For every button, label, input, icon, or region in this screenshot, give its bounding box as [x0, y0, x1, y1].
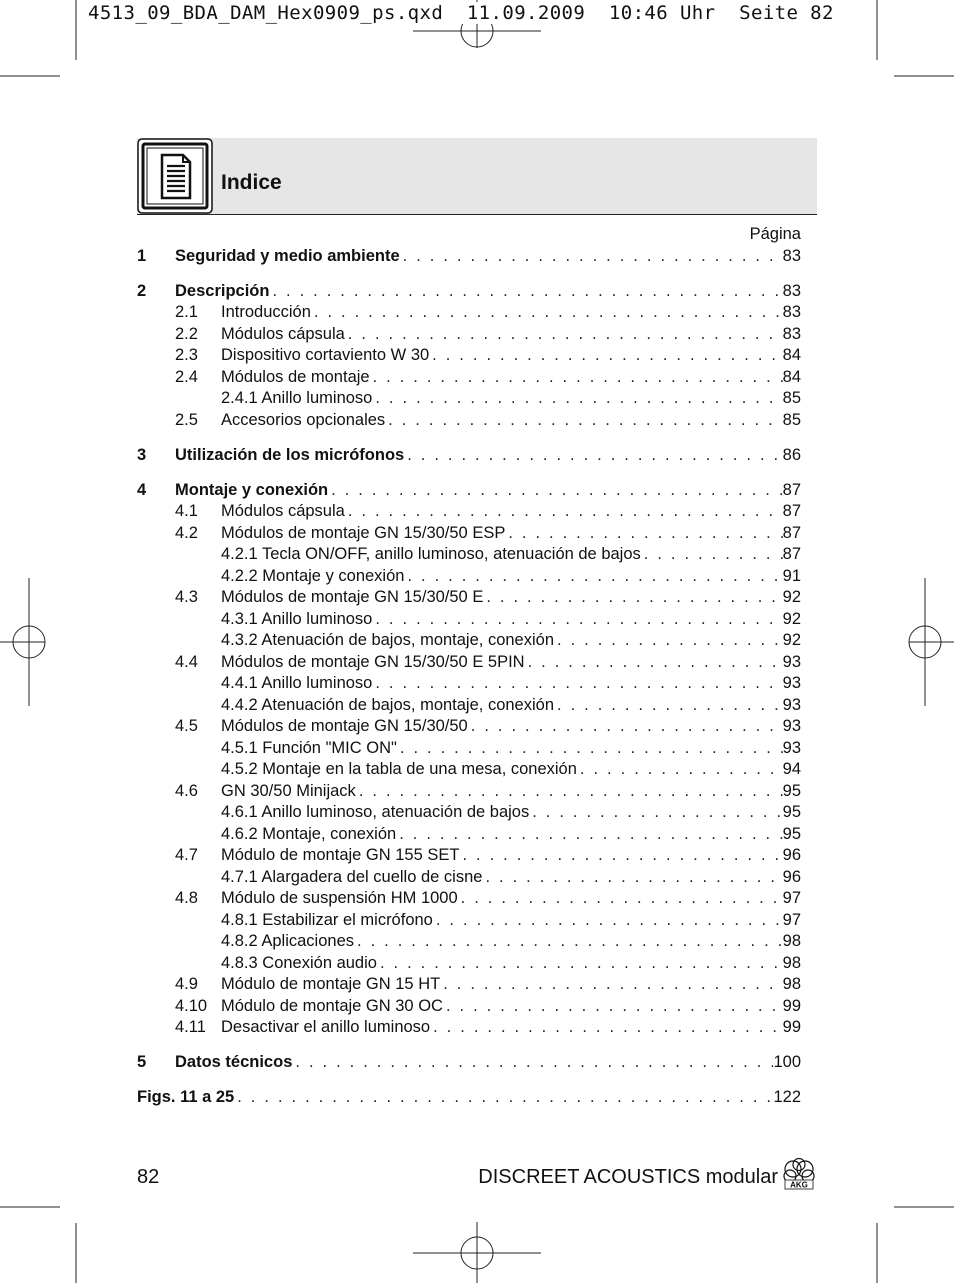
toc-entry-number: 2.2 — [175, 324, 198, 343]
toc-entry-page: 84 — [782, 346, 801, 364]
toc-entry-title: 4.5.2 Montaje en la tabla de una mesa, conexión — [221, 760, 577, 778]
toc-entry-page: 83 — [782, 281, 801, 300]
toc-entry-title: Accesorios opcionales — [221, 410, 386, 429]
toc-entry-page: 85 — [782, 389, 801, 407]
toc-entry-page: 87 — [782, 523, 801, 542]
document-icon — [137, 138, 213, 214]
toc-entry-page: 122 — [773, 1088, 801, 1106]
toc-entry-title: Desactivar el anillo luminoso — [221, 1018, 431, 1036]
toc-entry-number: 3 — [137, 445, 147, 464]
toc-entry-page: 97 — [782, 910, 801, 929]
toc-entry-title: 4.6.1 Anillo luminoso, atenuación de bajos — [221, 803, 530, 821]
toc-entry-page: 97 — [782, 889, 801, 907]
toc-entry-number: 2.5 — [175, 410, 198, 429]
toc-entry-title: Figs. 11 a 25 — [137, 1088, 235, 1106]
toc-entry-title: Montaje y conexión — [175, 480, 329, 499]
toc-entry-page: 94 — [782, 760, 801, 778]
toc-entry-page: 85 — [782, 410, 801, 429]
page-title: Indice — [221, 171, 282, 194]
svg-text:AKG: AKG — [790, 1180, 808, 1190]
toc-entry-page: 99 — [782, 996, 801, 1015]
toc-entry-title: 4.4.1 Anillo luminoso — [221, 674, 373, 692]
toc-entry-page: 91 — [782, 566, 801, 585]
toc-entry-number: 4.9 — [175, 975, 198, 993]
toc-entry-page: 95 — [782, 824, 801, 843]
toc-entry-title: Introducción — [221, 303, 311, 321]
toc-entry-page: 92 — [782, 588, 801, 606]
toc-entry-title: Módulos de montaje GN 15/30/50 — [221, 717, 468, 735]
toc-entry-title: Módulo de montaje GN 155 SET — [221, 846, 460, 864]
toc-entry-page: 95 — [782, 803, 801, 821]
toc-entry-page: 92 — [782, 631, 801, 649]
toc-entry-page: 93 — [782, 652, 801, 671]
toc-entry-title: 4.4.2 Atenuación de bajos, montaje, conexión — [221, 695, 554, 714]
page-column-label: Página — [749, 225, 801, 243]
toc-entry-title: 4.8.3 Conexión audio — [221, 953, 377, 972]
toc-entry-number: 1 — [137, 246, 147, 265]
toc-entry-page: 98 — [782, 932, 801, 950]
toc-entry-title: 4.8.2 Aplicaciones — [221, 932, 355, 950]
toc-entry-page: 93 — [782, 738, 801, 757]
footer-title: DISCREET ACOUSTICS modular — [478, 1166, 778, 1188]
toc-entry-title: 4.2.2 Montaje y conexión — [221, 566, 405, 585]
toc-entry-page: 93 — [782, 674, 801, 692]
toc-entry-title: Seguridad y medio ambiente — [175, 246, 400, 265]
toc-entry-number: 4.5 — [175, 717, 198, 735]
toc-entry-page: 99 — [782, 1018, 801, 1036]
toc-entry-title: 4.8.1 Estabilizar el micrófono — [221, 910, 433, 929]
toc-entry-page: 96 — [782, 846, 801, 864]
toc-entry-title: Módulos cápsula — [221, 324, 345, 343]
toc-entry-number: 4 — [137, 480, 147, 499]
toc-entry-title: Módulos cápsula — [221, 502, 345, 520]
toc-entry-number: 2.1 — [175, 303, 198, 321]
toc-entry-title: 4.7.1 Alargadera del cuello de cisne — [221, 867, 483, 886]
toc-entry-title: 4.3.1 Anillo luminoso — [221, 609, 373, 628]
toc-entry-title: GN 30/50 Minijack — [221, 781, 356, 800]
toc-entry-page: 93 — [782, 695, 801, 714]
toc-entry-number: 4.10 — [175, 996, 208, 1015]
toc-entry-number: 4.7 — [175, 846, 198, 864]
toc-entry-number: 2.4 — [175, 367, 198, 386]
toc-entry-number: 4.1 — [175, 502, 198, 520]
toc-entry-page: 92 — [782, 609, 801, 628]
toc-entry-title: Módulos de montaje GN 15/30/50 E 5PIN — [221, 652, 525, 671]
toc-entry-title: 4.3.2 Atenuación de bajos, montaje, conexión — [221, 631, 554, 649]
toc-entry-page: 87 — [782, 545, 801, 563]
toc-entry-number: 4.6 — [175, 781, 198, 800]
toc-entry-page: 86 — [782, 445, 801, 464]
toc-entry-title: 4.5.1 Función "MIC ON" — [221, 738, 397, 757]
toc-entry-page: 87 — [782, 502, 801, 520]
toc-entry-page: 84 — [782, 367, 801, 386]
toc-entry-page: 87 — [782, 480, 801, 499]
toc-entry-title: Utilización de los micrófonos — [175, 445, 405, 464]
toc-entry-page: 98 — [782, 975, 801, 993]
toc-entry-title: Módulos de montaje — [221, 367, 370, 386]
toc-entry-number: 2 — [137, 281, 147, 300]
toc-entry-page: 83 — [782, 246, 801, 265]
footer-page-number: 82 — [137, 1166, 160, 1188]
toc-entry-page: 98 — [782, 953, 801, 972]
toc-entry-number: 5 — [137, 1053, 147, 1071]
toc-entry-number: 2.3 — [175, 346, 198, 364]
toc-entry-number: 4.3 — [175, 588, 198, 606]
toc-entry-title: 2.4.1 Anillo luminoso — [221, 389, 373, 407]
toc-entry-page: 96 — [782, 867, 801, 886]
toc-entry-page: 95 — [782, 781, 801, 800]
toc-entry-number: 4.4 — [175, 652, 198, 671]
toc-entry-page: 83 — [782, 324, 801, 343]
toc-entry-page: 83 — [782, 303, 801, 321]
toc-entry-number: 4.8 — [175, 889, 198, 907]
toc-entry-title: 4.2.1 Tecla ON/OFF, anillo luminoso, atenuación de bajos — [221, 545, 641, 563]
toc-entry-title: Módulo de suspensión HM 1000 — [221, 889, 458, 907]
toc-entry-title: Dispositivo cortaviento W 30 — [221, 346, 430, 364]
print-slug-line: 4513_09_BDA_DAM_Hex0909_ps.qxd 11.09.2009 10:46 Uhr Seite 82 — [84, 2, 838, 24]
toc-entry-title: Módulos de montaje GN 15/30/50 ESP — [221, 523, 506, 542]
toc-entry-title: Módulo de montaje GN 30 OC — [221, 996, 443, 1015]
toc-entry-page: 100 — [773, 1053, 801, 1071]
toc-entry-title: Descripción — [175, 281, 270, 300]
toc-entry-title: Datos técnicos — [175, 1053, 293, 1071]
toc-entry-number: 4.2 — [175, 523, 198, 542]
toc-entry-page: 93 — [782, 717, 801, 735]
toc-entry-title: Módulos de montaje GN 15/30/50 E — [221, 588, 484, 606]
toc-entry-number: 4.11 — [175, 1018, 206, 1036]
toc-entry-title: Módulo de montaje GN 15 HT — [221, 975, 441, 993]
toc-entry-title: 4.6.2 Montaje, conexión — [221, 824, 397, 843]
